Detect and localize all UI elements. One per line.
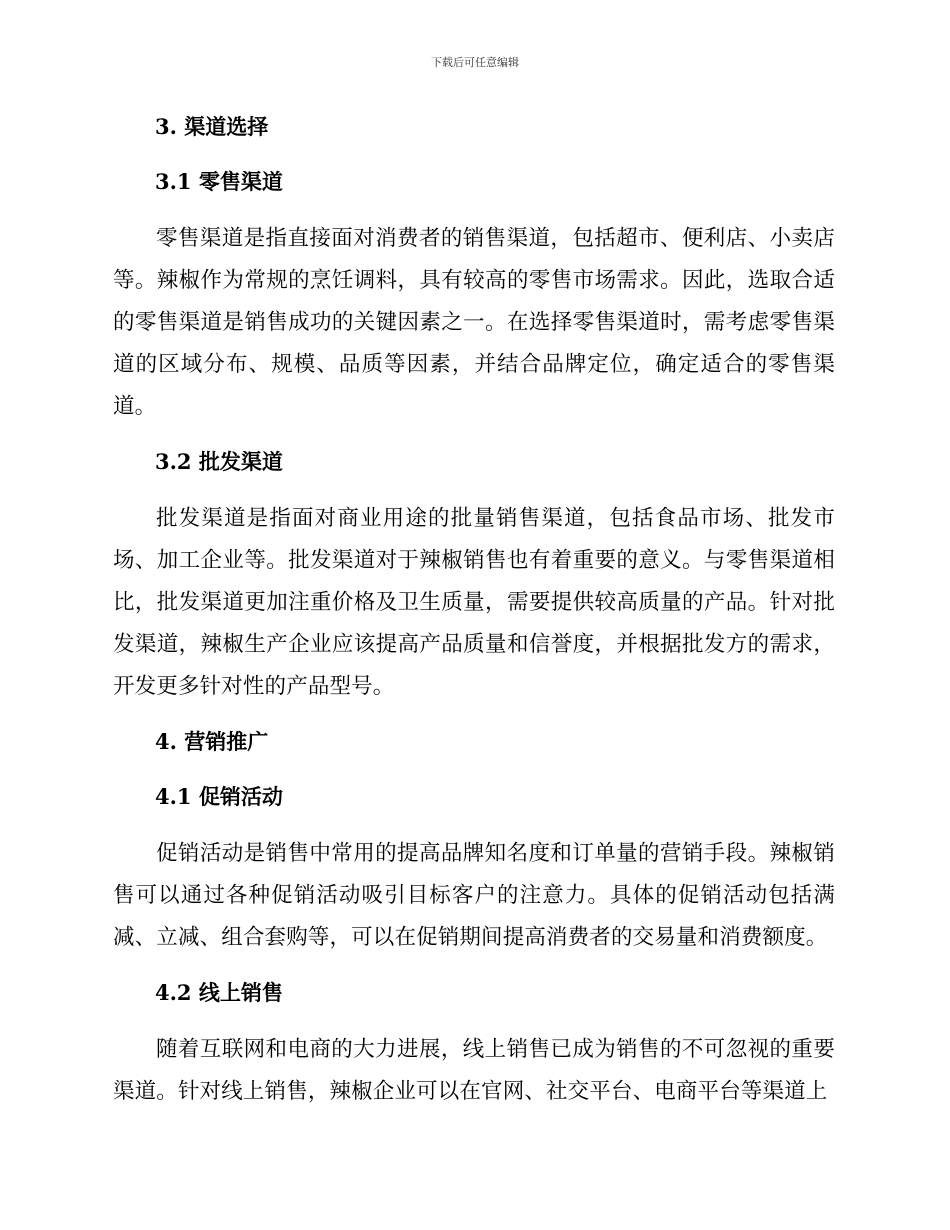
section-3-2-paragraph: 批发渠道是指面对商业用途的批量销售渠道，包括食品市场、批发市场、加工企业等。批发渠道对于辣椒销售也有着重要的意义。与零售渠道相比，批发渠道更加注重价格及卫生质量，需要提供较高质量的产品。针对批发渠道，辣椒生产企业应该提高产品质量和信誉度，并根据批发方的需求，开发更多针对性的产品型号。 (113, 506, 835, 699)
section-4-heading: 4. 营销推广 (155, 729, 269, 754)
section-3-heading: 3. 渠道选择 (155, 114, 269, 139)
section-3-1-paragraph: 零售渠道是指直接面对消费者的销售渠道，包括超市、便利店、小卖店等。辣椒作为常规的烹饪调料，具有较高的零售市场需求。因此，选取合适的零售渠道是销售成功的关键因素之一。在选择零售渠道时，需考虑零售渠道的区域分布、规模、品质等因素，并结合品牌定位，确定适合的零售渠道。 (113, 226, 835, 419)
section-3-1-heading: 3.1 零售渠道 (155, 169, 283, 194)
page-header-note: 下载后可任意编辑 (431, 56, 519, 69)
section-3-2-heading: 3.2 批发渠道 (155, 449, 283, 474)
section-4-1-heading: 4.1 促销活动 (155, 784, 283, 809)
section-4-2-heading: 4.2 线上销售 (155, 980, 283, 1005)
document-body (113, 109, 835, 1129)
section-4-1-paragraph: 促销活动是销售中常用的提高品牌知名度和订单量的营销手段。辣椒销售可以通过各种促销活动吸引目标客户的注意力。具体的促销活动包括满减、立减、组合套购等，可以在促销期间提高消费者的交易量和消费额度。 (113, 841, 835, 950)
section-4-2-paragraph: 随着互联网和电商的大力进展，线上销售已成为销售的不可忽视的重要渠道。针对线上销售，辣椒企业可以在官网、社交平台、电商平台等渠道上 (113, 1037, 835, 1104)
